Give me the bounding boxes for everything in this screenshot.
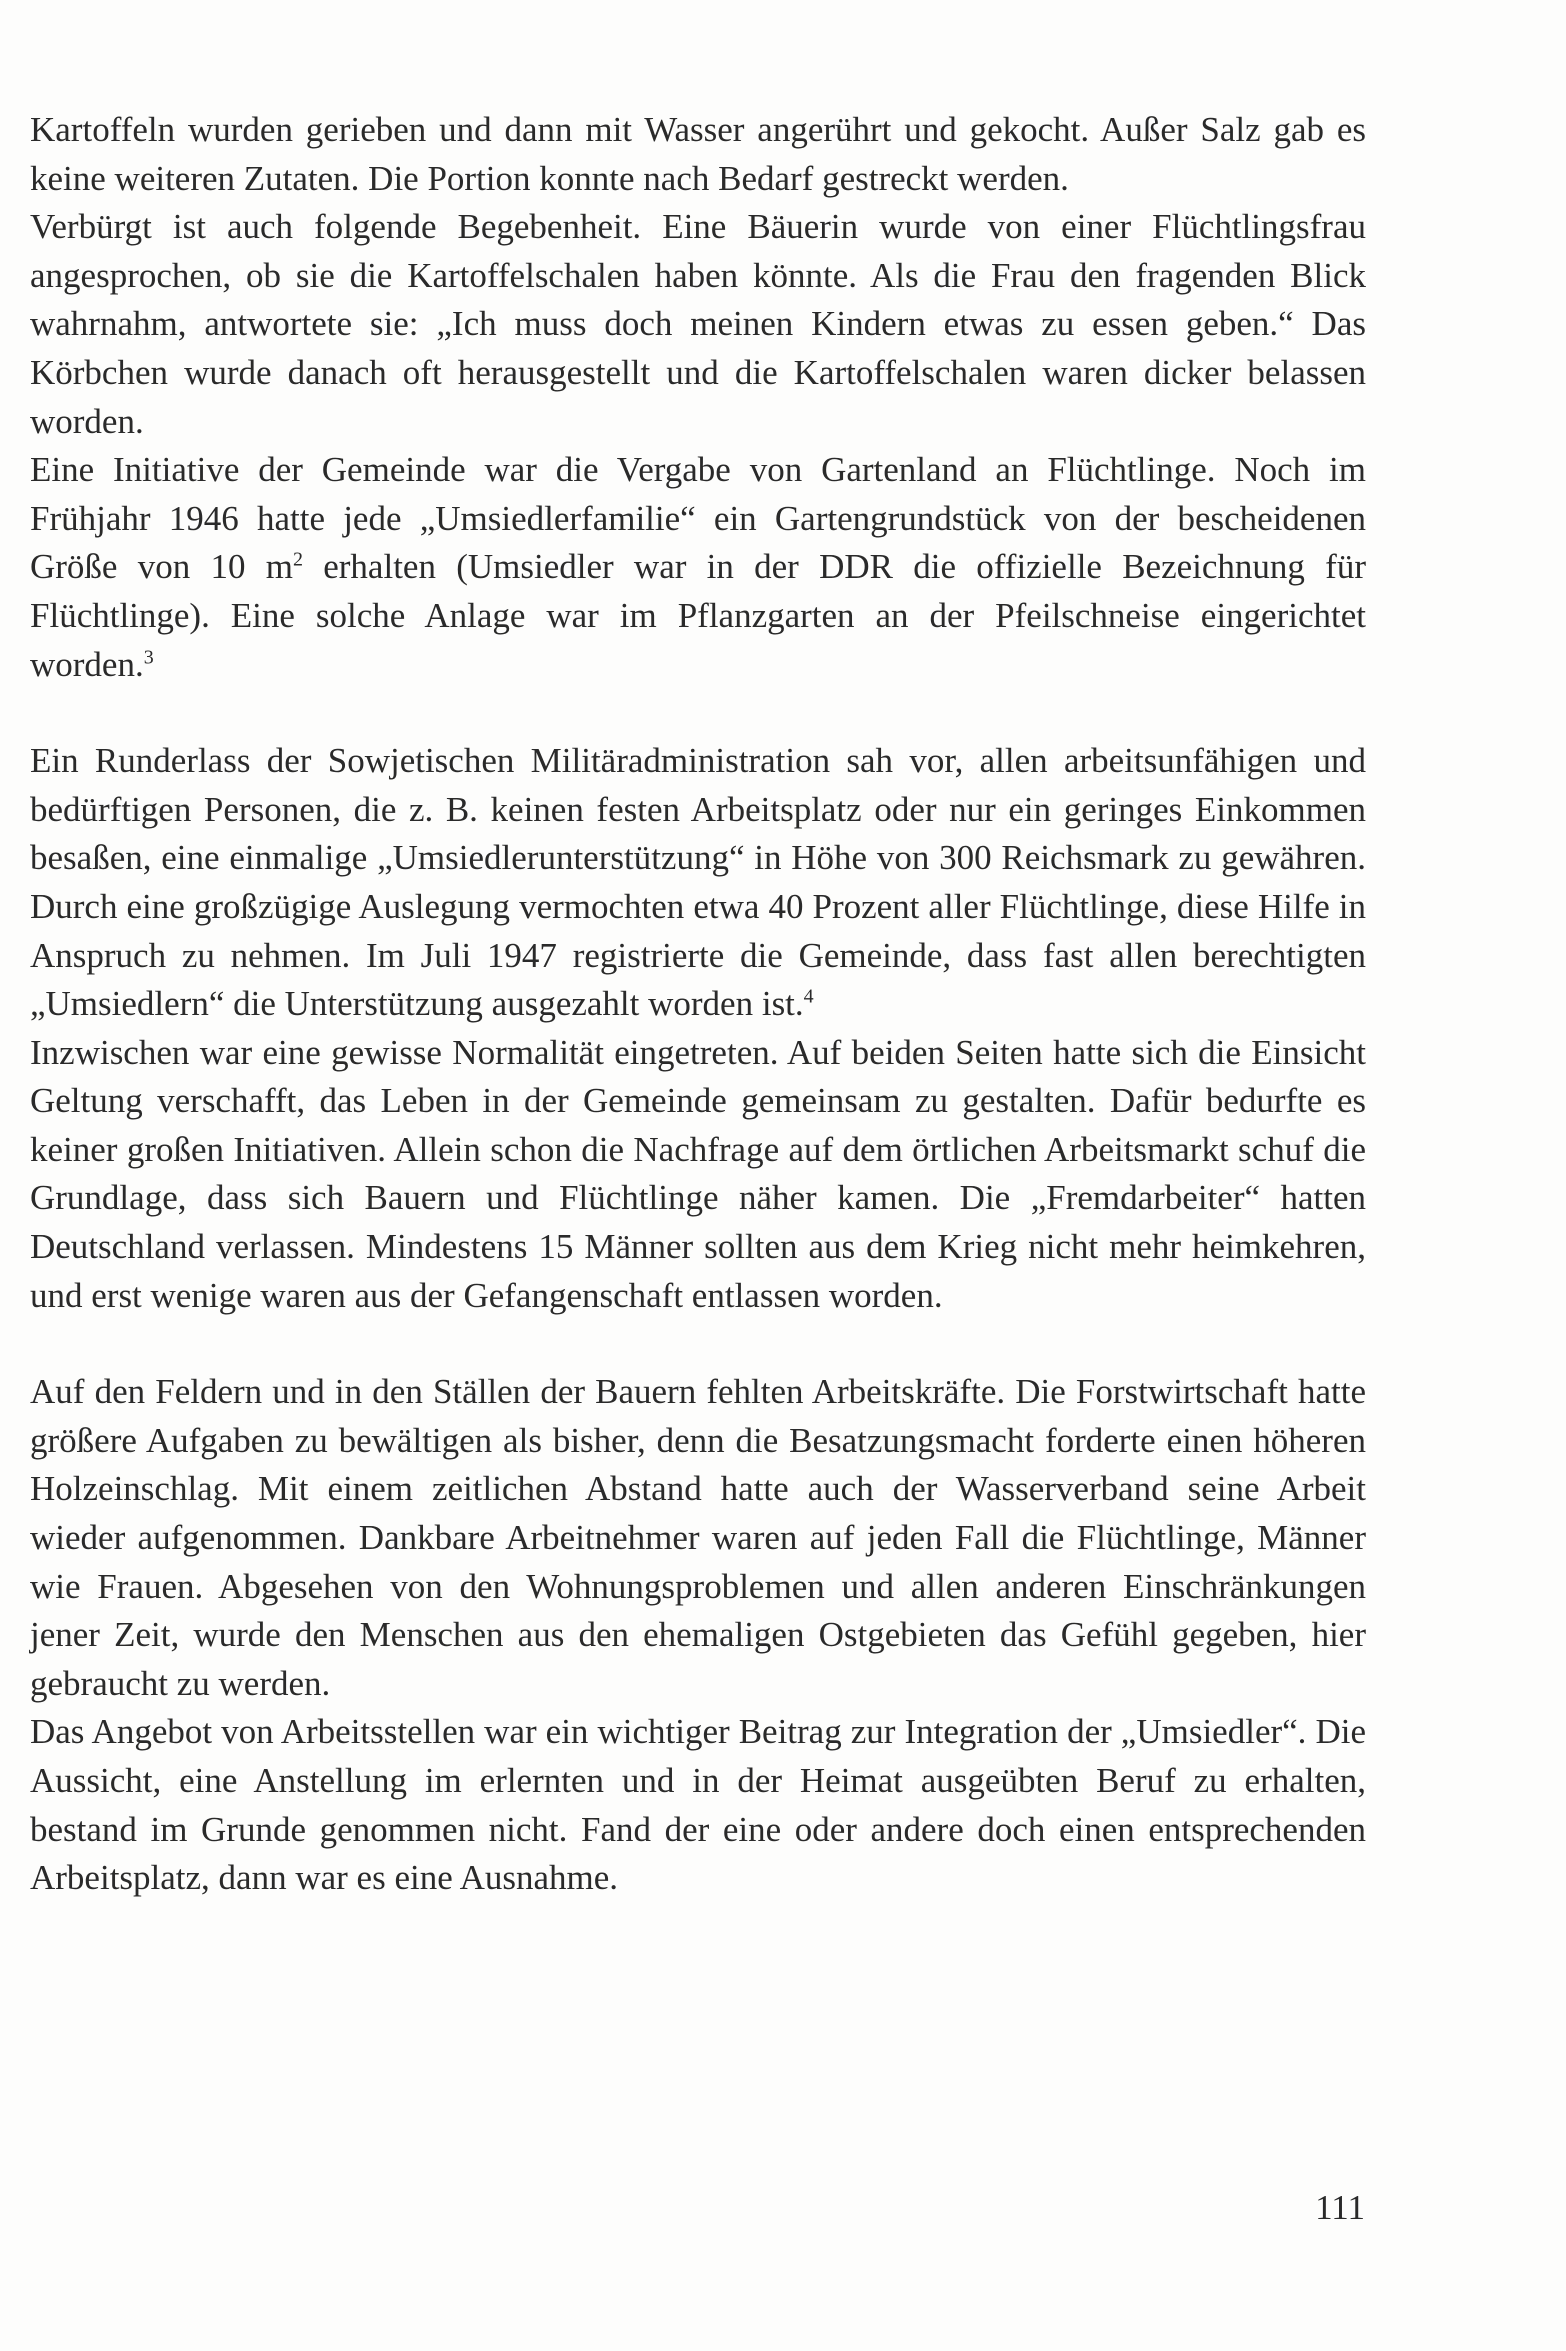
paragraph-garden-land-part1: Eine Initiative der Gemeinde war die Vergabe von Gartenland an Flüchtlinge. Noch im Frühjahr 1946 hatte jede „Umsiedlerfamilie“ ein Gartengrundstück von der bescheidenen Größe von 10 m — [30, 450, 1366, 587]
paragraph-labour-shortage: Auf den Feldern und in den Ställen der Bauern fehlten Arbeitskräfte. Die Forstwirtschaft hatte größere Aufgaben zu bewältigen als bisher, denn die Besatzungsmacht forderte einen höheren Holzeinschlag. Mit einem zeitlichen Abstand hatte auch der Wasserverband seine Arbeit wieder aufgenommen. Dankbare Arbeitnehmer waren auf jeden Fall die Flüchtlinge, Männer wie Frauen. Abgesehen von den Wohnungsproblemen und allen anderen Einschränkungen jener Zeit, wurde den Menschen aus den ehemaligen Ostgebieten das Gefühl gegeben, hier gebraucht zu werden. — [30, 1372, 1366, 1703]
paragraph-potato-soup: Kartoffeln wurden gerieben und dann mit Wasser angerührt und gekocht. Außer Salz gab es keine weiteren Zutaten. Die Portion konnte nach Bedarf gestreckt werden. — [30, 110, 1366, 198]
footnote-marker-3: 3 — [143, 645, 154, 668]
paragraph-potato-peels: Verbürgt ist auch folgende Begebenheit. Eine Bäuerin wurde von einer Flüchtlingsfrau angesprochen, ob sie die Kartoffelschalen haben könnte. Als die Frau den fragenden Blick wahrnahm, antwortete sie: „Ich muss doch meinen Kindern etwas zu essen geben.“ Das Körbchen wurde danach oft herausgestellt und die Kartoffelschalen waren dicker belassen worden. — [30, 207, 1366, 441]
footnote-marker-4: 4 — [803, 985, 814, 1008]
paragraph-resettler-support — [30, 737, 1366, 1029]
page-number: 111 — [1315, 2188, 1365, 2227]
paragraph-garden-land-part2: erhalten (Umsiedler war in der DDR die offizielle Bezeichnung für Flüchtlinge). Eine solche Anlage war im Pflanzgarten an der Pfeilschneise eingerichtet worden. — [30, 547, 1366, 684]
section-gap — [30, 689, 1366, 737]
superscript-squared: 2 — [292, 548, 303, 571]
paragraph-normality: Inzwischen war eine gewisse Normalität eingetreten. Auf beiden Seiten hatte sich die Einsicht Geltung verschafft, das Leben in der Gemeinde gemeinsam zu gestalten. Dafür bedurfte es keiner großen Initiativen. Allein schon die Nachfrage auf dem örtlichen Arbeitsmarkt schuf die Grundlage, dass sich Bauern und Flüchtlinge näher kamen. Die „Fremdarbeiter“ hatten Deutschland verlassen. Mindestens 15 Männer sollten aus dem Krieg nicht mehr heimkehren, und erst wenige waren aus der Gefangenschaft entlassen worden. — [30, 1032, 1366, 1315]
section-gap — [30, 1320, 1366, 1368]
body-text — [30, 106, 1366, 1903]
paragraph-resettler-support-text: Ein Runderlass der Sowjetischen Militäradministration sah vor, allen arbeitsunfähigen und bedürftigen Personen, die z. B. keinen festen Arbeitsplatz oder nur ein geringes Einkommen besaßen, eine einmalige „Umsiedlerunterstützung“ in Höhe von 300 Reichsmark zu gewähren. Durch eine großzügige Auslegung vermochten etwa 40 Prozent aller Flüchtlinge, diese Hilfe in Anspruch zu nehmen. Im Juli 1947 registrierte die Gemeinde, dass fast allen berechtigten „Umsiedlern“ die Unterstützung ausgezahlt worden ist. — [30, 741, 1366, 1024]
paragraph-integration: Das Angebot von Arbeitsstellen war ein wichtiger Beitrag zur Integration der „Umsiedler“. Die Aussicht, eine Anstellung im erlernten und in der Heimat ausgeübten Beruf zu erhalten, bestand im Grunde genommen nicht. Fand der eine oder andere doch einen entsprechenden Arbeitsplatz, dann war es eine Ausnahme. — [30, 1712, 1366, 1898]
paragraph-garden-land — [30, 446, 1366, 689]
